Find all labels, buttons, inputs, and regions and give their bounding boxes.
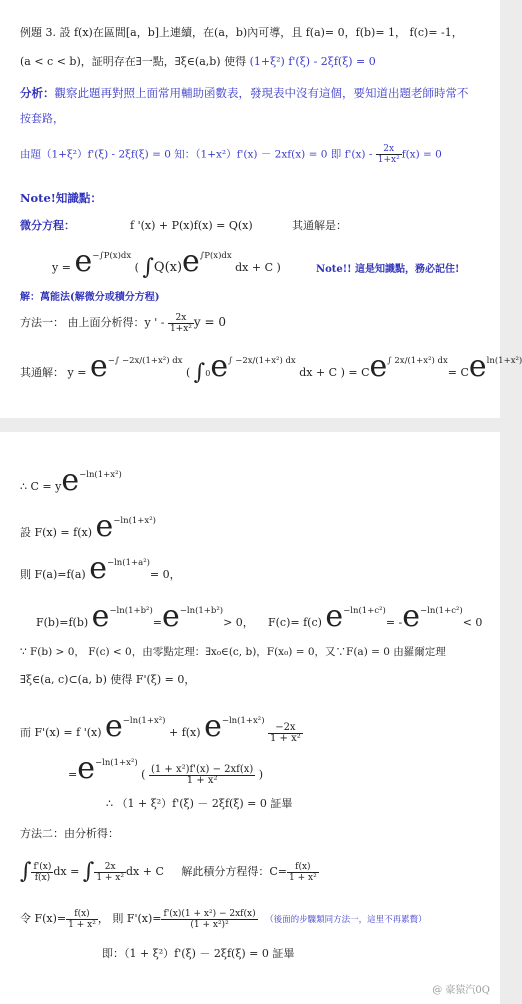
- derivation-right: f(x) = 0: [401, 148, 442, 161]
- fc-eq-neg: = -: [385, 616, 403, 629]
- d-e2: e: [204, 709, 222, 744]
- m2-frac2: $\frac{2x}{\text{1 + x²}}$: [96, 861, 124, 883]
- integral-sign: ∫: [142, 255, 154, 280]
- m2-dx: dx: [53, 865, 67, 878]
- d-e1: e: [105, 709, 123, 744]
- ode-label: 微分方程：: [20, 219, 75, 232]
- sf-e: e: [95, 509, 114, 544]
- m2-C-frac: $\frac{f(x)}{\text{1 + x²}}$: [289, 861, 317, 883]
- derivation-fraction: $\frac{2x}{\text{1+x²}}$: [377, 144, 400, 165]
- d-plus-f: + f(x): [168, 726, 201, 739]
- fa-e: e: [89, 551, 107, 586]
- method1-line: [20, 310, 226, 334]
- derivation-left: 由題（1+ξ²）f'(ξ) - 2ξf(ξ) = 0 知：（1+x²）f'(x) － 2xf(x) = 0 即 f'(x) -: [20, 148, 376, 161]
- problem-statement-line1: 例題 3. 設 f(x)在區間[a，b]上連續，在(a，b)內可導，且 f(a)= 0，f(b)= 1， f(c)= -1，: [20, 26, 463, 39]
- watermark: @ 豪猿汽0Q: [432, 985, 490, 996]
- problem-condition: (a < c < b)，証明存在∃一點，∃ξ∈(a,b) 使得: [20, 55, 250, 68]
- gen-exp3: ∫ 2x/(1+x²) dx: [387, 356, 448, 366]
- deriv-label: 而 F'(x) = f '(x): [20, 726, 102, 739]
- then-Fa: 則 F(a)=f(a): [20, 568, 86, 581]
- gen-open-paren: (: [185, 366, 191, 379]
- conclusion-2: 即：（1 + ξ²）f'(ξ) － 2ξf(ξ) = 0 証畢: [102, 947, 295, 960]
- then-Fp: ， 則 F'(x)=: [97, 912, 162, 925]
- fc-exp2: −ln(1+c²): [420, 606, 463, 616]
- Fc: F(c)= f(c): [268, 616, 322, 629]
- m2-dxC: dx + C: [126, 865, 164, 878]
- gen-eq-C: = C: [447, 366, 469, 379]
- derivation-line: [20, 144, 442, 165]
- ode-equation: f '(x) + P(x)f(x) = Q(x): [130, 219, 253, 232]
- exp-P: ∫P(x)dx: [199, 251, 232, 261]
- open-paren: (: [134, 261, 139, 274]
- fc-lt-zero: < 0: [462, 616, 483, 629]
- d-exp2: −ln(1+x²): [221, 716, 265, 726]
- general-formula: [52, 244, 281, 283]
- conclusion-1: ∴ （1 + ξ²）f'(ξ) － 2ξf(ξ) = 0 証畢: [106, 797, 293, 810]
- m2-frac1: $\frac{f'(x)}{f(x)}$: [33, 861, 52, 883]
- fb-exp1: −ln(1+b²): [109, 606, 153, 616]
- therefore-C: ∴ C = y: [20, 480, 62, 493]
- derivative-line: [20, 709, 303, 748]
- rolle-line: ∃ξ∈(a, c)⊂(a, b) 使得 F'(ξ) = 0，: [20, 673, 196, 686]
- y-equals: y =: [52, 261, 71, 274]
- method1-fraction: $\frac{2x}{\text{1+x²}}$: [169, 312, 192, 334]
- Fp-frac: $\frac{\text{f'(x)(1 + x²) − 2xf(x)}}{\text{(1 + x²)²}}$: [163, 908, 256, 930]
- note-title: Note!知識點：: [20, 191, 102, 205]
- target-equation: (1+ξ²) f'(ξ) - 2ξf(ξ) = 0: [249, 55, 376, 68]
- Fb: F(b)=f(b): [36, 616, 89, 629]
- F-a-line: [20, 551, 181, 590]
- method1-label: 方法一： 由上面分析得：y ' -: [20, 316, 168, 329]
- exp-e-2: e: [182, 244, 200, 279]
- gen-exp4: ln(1+x²): [486, 356, 522, 366]
- set-F: 設 F(x) = f(x): [20, 526, 92, 539]
- sf-exp: −ln(1+x²): [113, 516, 156, 526]
- d-fraction: $\frac{-2x}{\text{1 + x²}}$: [270, 721, 301, 744]
- gen-e2: e: [210, 349, 229, 384]
- c-exp: −ln(1+x²): [94, 758, 138, 768]
- method2-integral-line: ∫ $\frac{f'(x)}{f(x)}$ dx = ∫ $\frac{2x}{\text{1 + x²}}$ dx + C 解此積分方程得：C= $\frac{f(x)}{\text{1 + x²}}$: [20, 859, 317, 884]
- method2-label: 方法二：由分析得：: [20, 827, 119, 840]
- c-e: e: [77, 751, 95, 786]
- combined-fraction: $\frac{\text{(1 + x²)f'(x) − 2xf(x)}}{\text{1 + x²}}$: [150, 763, 254, 786]
- tc-exp: −ln(1+x²): [79, 470, 122, 480]
- analysis-text: 觀察此題再對照上面常用輔助函數表，發現表中沒有這個，要知道出題老師時常不: [54, 86, 469, 100]
- gen-e1: e: [89, 349, 108, 384]
- d-exp1: −ln(1+x²): [122, 716, 166, 726]
- gen-integral: ∫: [193, 360, 206, 385]
- therefore-C-line: [20, 463, 122, 502]
- zero-theorem-line: ∵ F(b) > 0， F(c) < 0，由零點定理：∃x₀∈(c, b)，F(x₀) = 0，又∵F(a) = 0 由羅爾定理: [20, 646, 446, 658]
- m2-int2: ∫: [82, 859, 95, 884]
- ode-row: [20, 219, 75, 233]
- general-solution-label: 其通解是：: [292, 219, 347, 232]
- F-frac: $\frac{f(x)}{\text{1 + x²}}$: [68, 908, 96, 930]
- method1-end: y = 0: [193, 315, 227, 329]
- general-solution-line: [20, 349, 522, 388]
- solution-title: 解：萬能法(解微分或積分方程): [20, 292, 160, 303]
- m2-int1: ∫: [20, 859, 32, 884]
- analysis-text-cont: 按套路，: [20, 112, 64, 125]
- method2-F-line: [20, 899, 427, 939]
- combined-line: $=e^{-ln(1+x^2)}$ ( $\frac{\text{(1 + x²)f'(x) − 2xf(x)}}{\text{1 + x²}}$ ): [68, 751, 264, 786]
- F-c-line: [268, 599, 483, 638]
- gen-mid: dx + C ) = C: [299, 366, 370, 379]
- fb-e2: e: [161, 599, 180, 634]
- problem-card: [0, 0, 522, 418]
- dx-plus-C: dx + C ): [235, 261, 281, 274]
- fc-e1: e: [325, 599, 344, 634]
- note-remark: Note!! 這是知識點，務必記住!: [316, 264, 460, 275]
- gen-exp2: ∫ −2x/(1+x²) dx: [228, 356, 296, 366]
- analysis-paragraph: [20, 86, 469, 100]
- fb-eq: =: [152, 616, 162, 629]
- set-F-line: [20, 509, 156, 548]
- general-label: 其通解： y =: [20, 366, 87, 379]
- fb-gt-zero: > 0，: [223, 616, 254, 629]
- gen-e3: e: [369, 349, 388, 384]
- Q-of-x: Q(x): [153, 260, 183, 275]
- gen-e4: e: [468, 349, 487, 384]
- gen-lower-limit: 0: [205, 369, 211, 378]
- fc-exp1: −ln(1+c²): [343, 606, 386, 616]
- exp-neg-P: −∫P(x)dx: [92, 251, 132, 261]
- exp-e: e: [74, 244, 93, 279]
- fa-exp: −ln(1+a²): [106, 558, 150, 568]
- proof-card: [0, 432, 500, 1004]
- F-b-line: [36, 599, 254, 638]
- problem-statement-line2: [20, 55, 376, 69]
- gen-exp1: −∫ −2x/(1+x²) dx: [107, 356, 183, 366]
- fb-e1: e: [91, 599, 110, 634]
- analysis-label: 分析：: [20, 86, 55, 100]
- fa-eq-zero: = 0，: [149, 568, 181, 581]
- fb-exp2: −ln(1+b²): [179, 606, 224, 616]
- fc-e2: e: [402, 599, 421, 634]
- same-steps-note: （後面的步驟類同方法一，這里不再累贅）: [265, 915, 427, 925]
- let-F: 令 F(x)=: [20, 912, 67, 925]
- tc-e: e: [61, 463, 80, 498]
- m2-solve: 解此積分方程得：C=: [181, 865, 288, 878]
